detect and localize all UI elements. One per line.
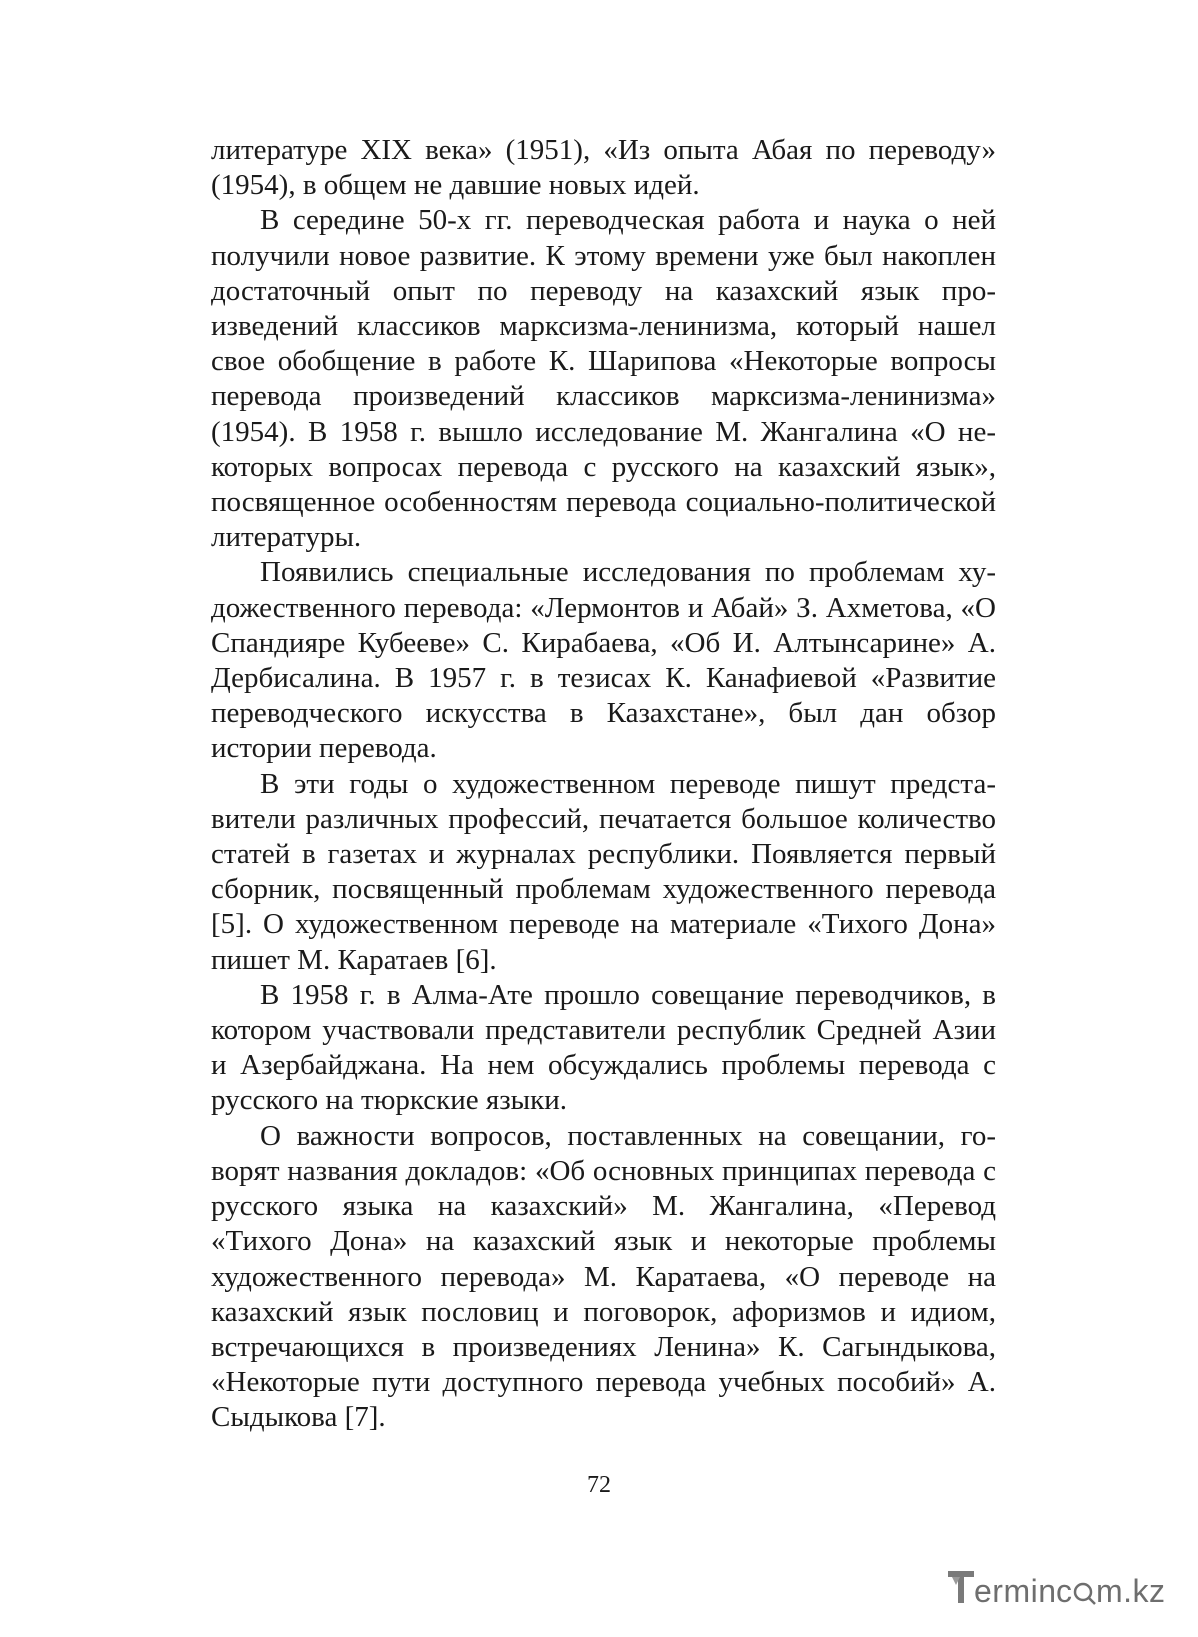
svg-text:c: c bbox=[1056, 1573, 1073, 1609]
svg-text:m.kz: m.kz bbox=[1096, 1573, 1166, 1609]
termincom-logo-icon bbox=[946, 1565, 1166, 1609]
svg-text:ermin: ermin bbox=[974, 1573, 1057, 1609]
paragraph-1: литературе XIX века» (1951), «Из опыта Абая по переводу» (1954), в общем не давшие новых идей. bbox=[211, 134, 996, 202]
paragraph-4: В эти годы о художественном переводе пишут представители различных профессий, печатается большое количество статей в газетах и журналах республики. Появляется первый сборник, посвященный проблемам художественного перевода [5]. О художественном переводе на материале «Тихого Дона» пишет М. Каратаев [6]. bbox=[211, 767, 996, 976]
watermark-logo bbox=[946, 1565, 1166, 1609]
paragraph-6: О важности вопросов, поставленных на совещании, говорят названия докладов: «Об основных принципах перевода с русского языка на казахский» М. Жангалина, «Перевод «Тихого Дона» на казахский язык и некоторые проблемы художественного перевода» М. Каратаева, «О переводе на казахский язык пословиц и поговорок, афоризмов и идиом, встречающихся в произведениях Ленина» К. Сагындыкова, «Некоторые пути доступного перевода учебных пособий» А. Сыдыкова [7]. bbox=[211, 1119, 996, 1434]
paragraph-2: В середине 50-х гг. переводческая работа и наука о ней получили новое развитие. К этому времени уже был накоплен достаточный опыт по переводу на казахский язык произведений классиков марксизма-ленинизма, который нашел свое обобщение в работе К. Шарипова «Некоторые вопросы перевода произведений классиков марксизма-ленинизма» (1954). В 1958 г. вышло исследование М. Жангалина «О некоторых вопросах перевода с русского на казахский язык», посвященное особенностям перевода социально-политической литературы. bbox=[211, 204, 996, 554]
page-body bbox=[211, 133, 996, 1436]
paragraph-3: Появились специальные исследования по проблемам художественного перевода: «Лермонтов и Абай» З. Ахметова, «О Спандияре Кубееве» С. Кирабаева, «Об И. Алтынсарине» А. Дербисалина. В 1957 г. в тезисах К. Канафиевой «Развитие переводческого искусства в Казахстане», был дан обзор истории перевода. bbox=[211, 556, 996, 765]
paragraph-5: В 1958 г. в Алма-Ате прошло совещание переводчиков, в котором участвовали представители республик Средней Азии и Азербайджана. На нем обсуждались проблемы перевода с русского на тюркские языки. bbox=[211, 978, 996, 1117]
page-number: 72 bbox=[587, 1472, 611, 1498]
